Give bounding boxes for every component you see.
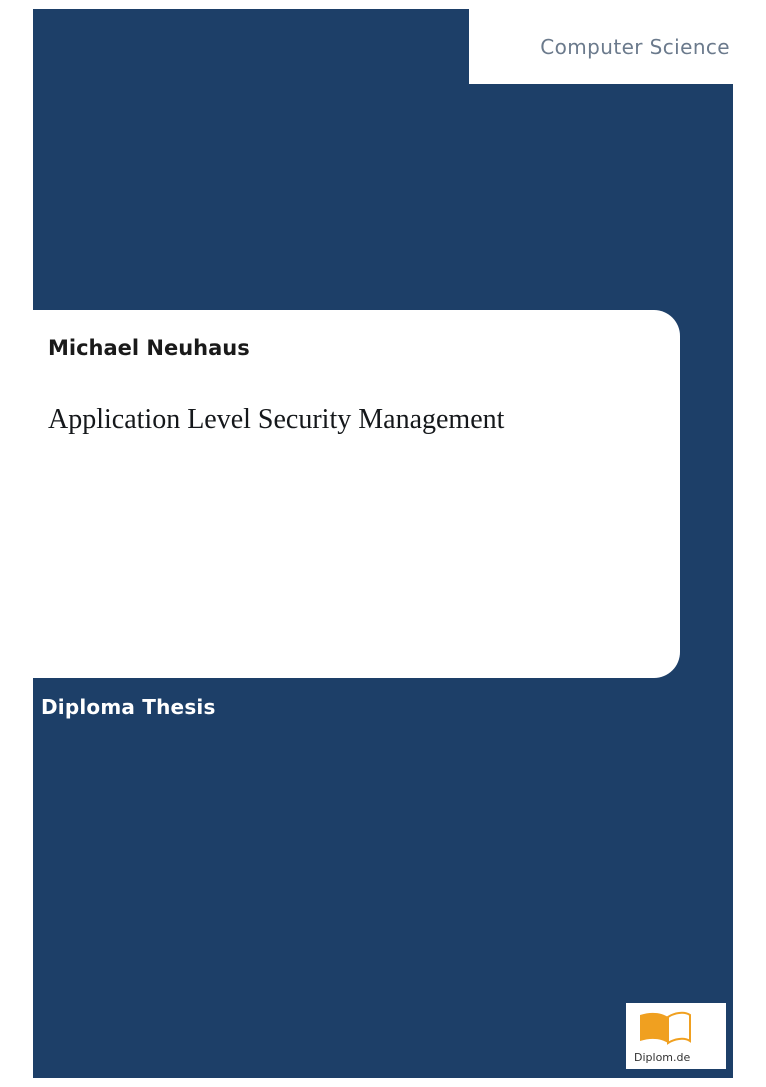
page-edge-left	[0, 0, 33, 1087]
book-icon	[634, 1007, 694, 1047]
publisher-name: Diplom.de	[634, 1051, 691, 1064]
thesis-type-label: Diploma Thesis	[41, 695, 216, 719]
publisher-logo	[626, 1003, 726, 1069]
title-panel	[0, 310, 680, 678]
page-title: Application Level Security Management	[48, 404, 505, 435]
page-edge-right	[733, 0, 766, 1087]
author-name: Michael Neuhaus	[48, 336, 250, 360]
page-edge-bottom	[0, 1078, 766, 1087]
subject-category-label: Computer Science	[540, 35, 730, 59]
page-edge-top	[0, 0, 766, 9]
